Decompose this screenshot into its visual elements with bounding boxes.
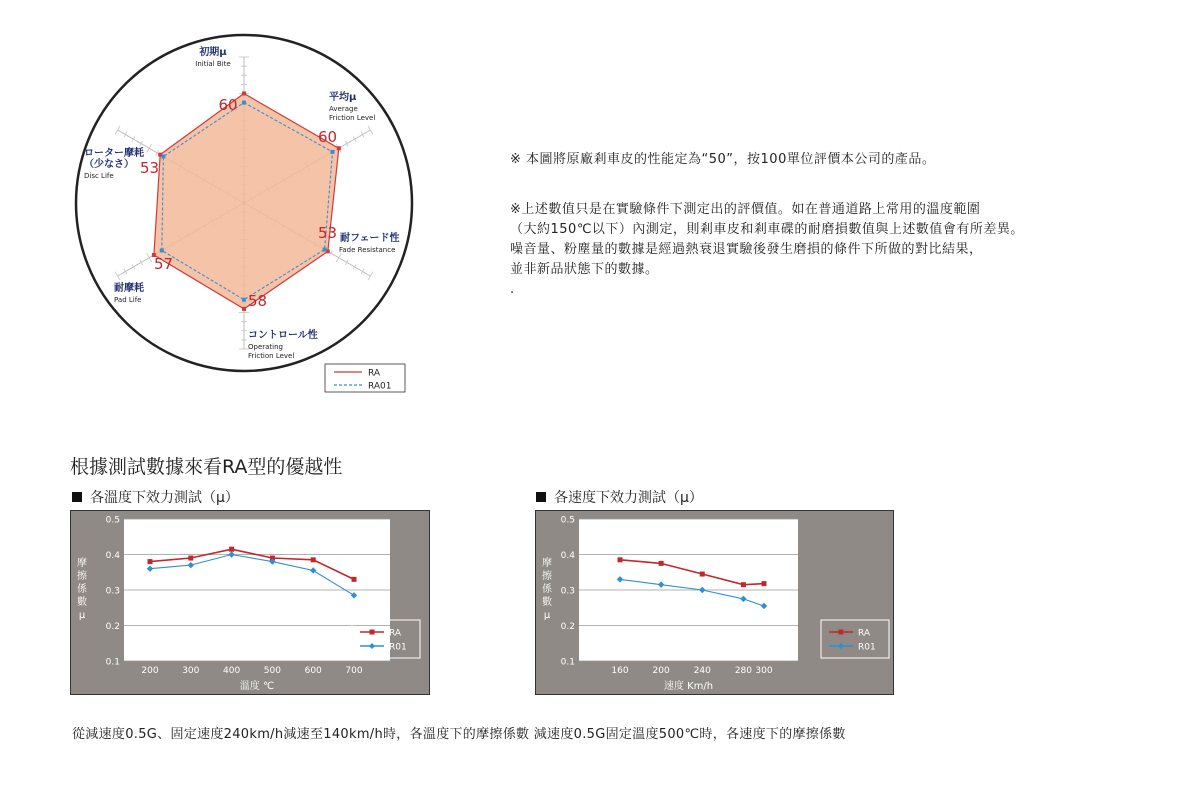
radar-point-ra01 [242, 101, 246, 105]
radar-axis-label-jp: 平均μ [329, 92, 357, 103]
x-tick-label: 400 [223, 666, 241, 676]
x-axis-label: 溫度 ℃ [239, 681, 275, 692]
y-tick-label: 0.5 [560, 515, 575, 526]
bullet-square-icon [72, 492, 82, 502]
radar-value-label: 57 [154, 255, 174, 273]
x-tick-label: 300 [755, 666, 773, 676]
radar-axis-label-jp: ローター摩耗 [84, 148, 144, 159]
temperature-friction-chart [70, 510, 430, 695]
y-axis-label-char: 擦 [77, 571, 87, 582]
radar-axis-label-en: Pad Life [114, 296, 142, 304]
legend-marker [839, 630, 844, 635]
y-axis-label-char: 係 [77, 584, 87, 595]
radar-axis-label-en: Friction Level [248, 352, 295, 360]
radar-axis-label-en: Friction Level [329, 114, 376, 122]
radar-chart [68, 20, 424, 400]
y-axis-label-char: μ [78, 610, 86, 621]
temperature-chart-title-text: 各溫度下效力測試（μ） [90, 490, 239, 506]
radar-axis-label-jp: コントロール性 [248, 330, 318, 341]
y-axis-label-char: 係 [542, 584, 552, 595]
y-tick-label: 0.4 [105, 551, 120, 561]
y-tick-label: 0.3 [105, 586, 120, 597]
bullet-square-icon [536, 492, 546, 502]
data-point-ra [659, 561, 664, 566]
y-axis-label-char: 數 [77, 597, 87, 608]
legend-label: R01 [858, 642, 876, 653]
x-tick-label: 160 [611, 666, 629, 676]
radar-value-label: 60 [218, 96, 238, 114]
radar-point-ra01 [242, 298, 246, 302]
note-2-line: . [510, 282, 515, 297]
x-tick-label: 280 [734, 666, 753, 676]
speed-chart-title [536, 487, 703, 507]
radar-point-ra01 [160, 248, 164, 252]
speed-friction-chart [535, 510, 894, 695]
data-point-ra [229, 547, 234, 552]
y-tick-label: 0.1 [560, 657, 575, 668]
x-tick-label: 240 [693, 666, 711, 676]
y-tick-label: 0.4 [560, 551, 575, 561]
radar-legend [325, 364, 405, 392]
x-tick-label: 200 [652, 666, 670, 676]
x-axis-label: 速度 Km/h [663, 681, 714, 692]
y-tick-label: 0.2 [560, 622, 575, 632]
legend-marker [370, 630, 375, 635]
radar-point-ra01 [323, 248, 327, 252]
radar-point-ra [242, 307, 246, 311]
y-axis-label-char: 摩 [542, 558, 552, 569]
legend-label: RA [858, 628, 871, 639]
data-point-ra [148, 559, 153, 564]
note-2-line: ※上述數值只是在實驗條件下測定出的評價值。如在普通道路上常用的溫度範圍 [510, 202, 981, 217]
data-point-ra [311, 557, 316, 562]
data-point-ra [762, 581, 767, 586]
radar-axis-label-en: Fade Resistance [339, 246, 396, 254]
speed-chart-title-text: 各速度下效力測試（μ） [554, 490, 703, 506]
y-tick-label: 0.2 [105, 622, 120, 632]
y-axis-label-char: 摩 [77, 558, 87, 569]
y-axis-label-char: μ [543, 610, 551, 621]
radar-axis-label-en: Initial Bite [195, 60, 231, 68]
radar-value-label: 58 [248, 292, 268, 310]
radar-axis-label-en: Operating [248, 343, 283, 351]
radar-value-label: 53 [140, 159, 160, 177]
radar-axis-label-en: Average [329, 105, 358, 113]
legend-label: RA [389, 628, 402, 639]
radar-point-ra01 [161, 154, 165, 158]
legend-ra01-label: RA01 [368, 381, 392, 392]
x-tick-label: 600 [304, 666, 322, 676]
radar-point-ra01 [331, 150, 335, 154]
radar-axis-label-en: Disc Life [84, 172, 114, 180]
x-tick-label: 300 [182, 666, 200, 676]
radar-value-label: 60 [318, 128, 338, 146]
note-2-line: 並非新品狀態下的數據。 [510, 262, 659, 277]
note-1: ※ 本圖將原廠剎車皮的性能定為“50”，按100單位評價本公司的產品。 [510, 152, 936, 167]
y-tick-label: 0.5 [105, 515, 120, 526]
radar-axis-label-jp: 耐摩耗 [114, 283, 144, 294]
note-2-line: （大約150℃以下）內測定，則剎車皮和剎車碟的耐磨損數值與上述數值會有所差異。 [510, 222, 1024, 237]
chart-caption: 從減速度0.5G、固定速度240km/h減速至140km/h時，各溫度下的摩擦係數 減速度0.5G固定溫度500℃時，各速度下的摩擦係數 [72, 727, 846, 742]
radar-value-label: 53 [318, 224, 338, 242]
note-2 [510, 200, 1024, 300]
x-tick-label: 200 [141, 666, 159, 676]
x-tick-label: 700 [345, 666, 363, 676]
data-point-ra [352, 577, 357, 582]
temperature-chart-title [72, 487, 239, 507]
y-tick-label: 0.3 [560, 586, 575, 597]
radar-axis-label-jp: 初期μ [199, 47, 227, 58]
data-point-ra [188, 556, 193, 561]
data-point-ra [700, 572, 705, 577]
y-axis-label-char: 數 [542, 597, 552, 608]
y-tick-label: 0.1 [105, 657, 120, 668]
legend-ra-label: RA [368, 368, 381, 379]
y-axis-label-char: 擦 [542, 571, 552, 582]
legend-label: R01 [389, 642, 407, 653]
radar-point-ra [242, 92, 246, 96]
data-point-ra [741, 582, 746, 587]
data-point-ra [618, 557, 623, 562]
section-heading: 根據測試數據來看RA型的優越性 [70, 456, 343, 478]
radar-point-ra [337, 146, 341, 150]
radar-axis-label-jp: （少なさ） [84, 159, 134, 170]
x-tick-label: 500 [263, 666, 281, 676]
note-2-line: 噪音量、粉塵量的數據是經過熱衰退實驗後發生磨損的條件下所做的對比結果， [510, 242, 983, 257]
radar-axis-label-jp: 耐フェード性 [340, 233, 400, 244]
